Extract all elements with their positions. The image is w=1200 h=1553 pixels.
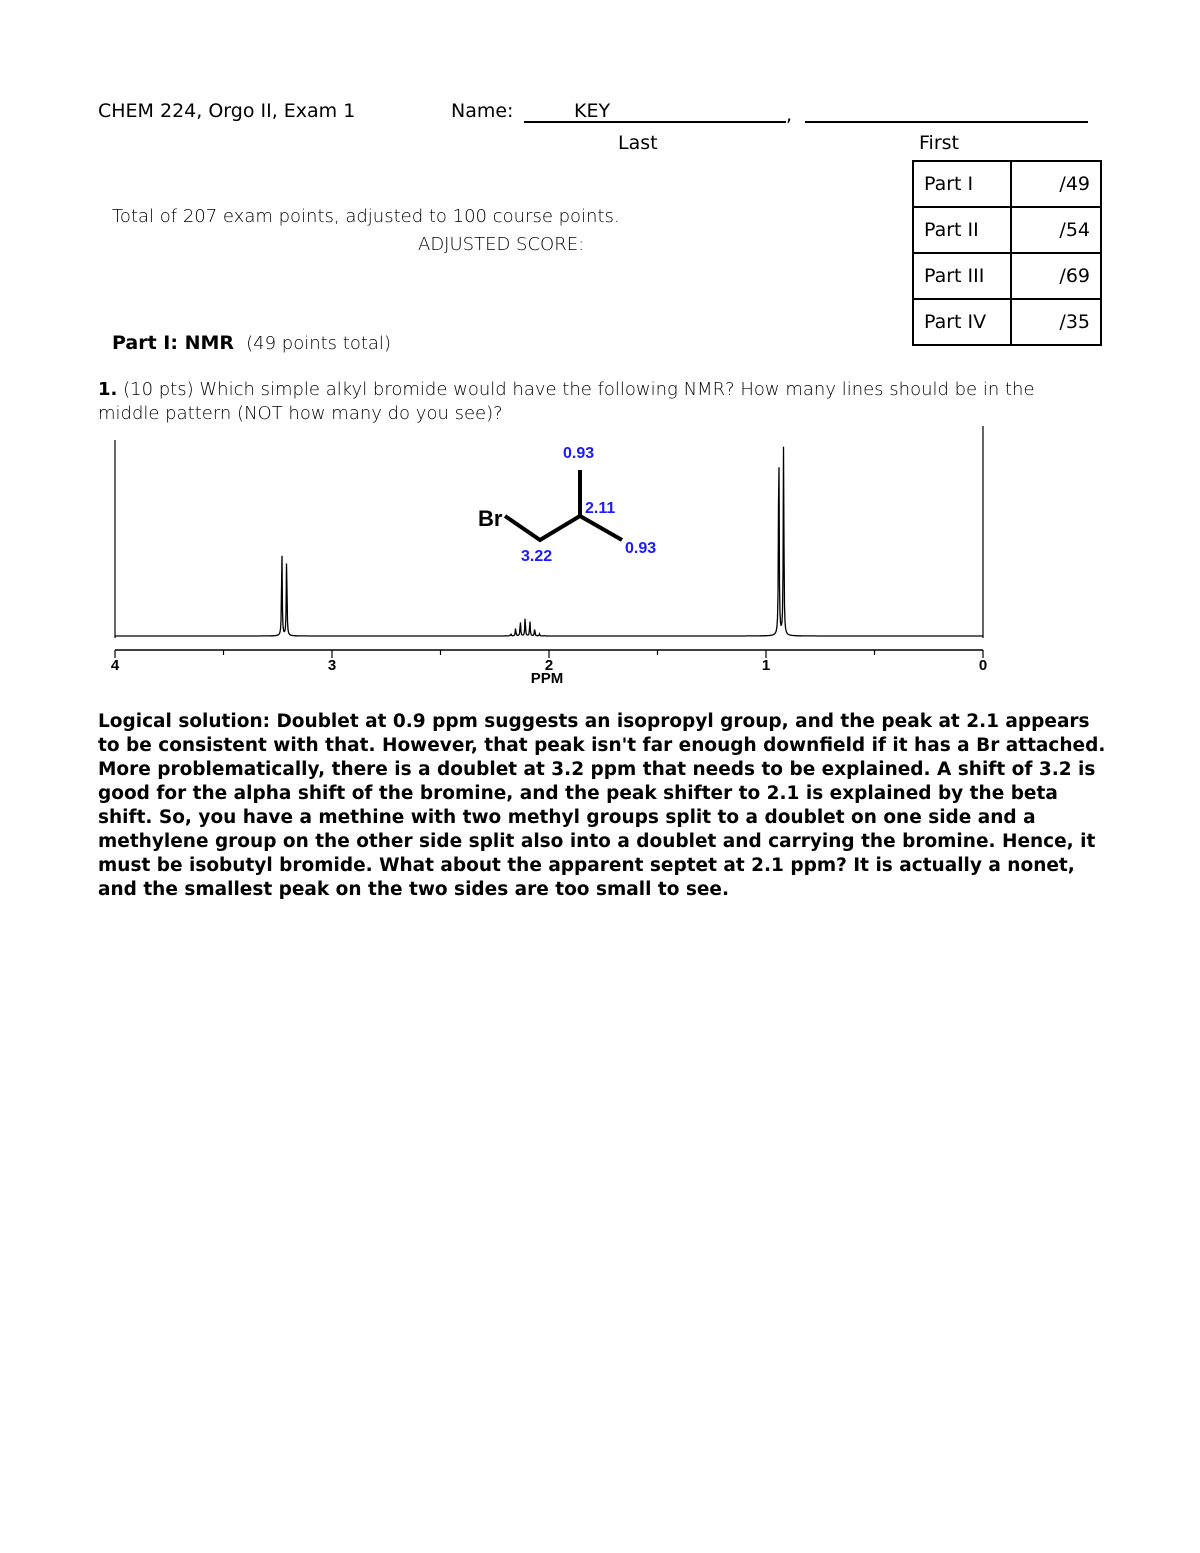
part-points: /54 [1011, 207, 1101, 253]
question-number: 1. [98, 379, 118, 400]
shift-label-ch: 2.11 [585, 500, 616, 517]
part-label: Part II [913, 207, 1011, 253]
part-points: /49 [1011, 161, 1101, 207]
question-text: (10 pts) Which simple alkyl bromide would have the following NMR? How many lines should be in the middle pattern (NOT how many do you see)? [98, 379, 1035, 424]
part-label: Part III [913, 253, 1011, 299]
shift-label-ch2: 3.22 [521, 548, 553, 565]
section-title: Part I: NMR [112, 332, 235, 354]
name-label: Name: [451, 100, 514, 122]
methyl-bond [580, 516, 622, 540]
x-tick-label: 0 [978, 657, 988, 674]
adjusted-score-label: ADJUSTED SCORE: [418, 234, 585, 255]
x-tick-label: 4 [110, 657, 120, 674]
bromine-atom: Br [478, 506, 503, 531]
x-tick-label: 1 [761, 657, 771, 674]
course-title: CHEM 224, Orgo II, Exam 1 [98, 100, 356, 122]
part-label: Part IV [913, 299, 1011, 345]
shift-label-ch3-right: 0.93 [625, 540, 657, 557]
last-label: Last [618, 132, 658, 154]
x-tick-label: 3 [327, 657, 337, 674]
part-points: /69 [1011, 253, 1101, 299]
part-label: Part I [913, 161, 1011, 207]
spectrum-trace [115, 447, 983, 636]
isobutyl-bromide-structure [478, 445, 656, 565]
part-points: /35 [1011, 299, 1101, 345]
name-value: KEY [574, 100, 611, 122]
x-tick-label: 2 [544, 657, 554, 674]
nmr-spectrum [0, 0, 1200, 700]
logical-solution: Logical solution: Doublet at 0.9 ppm suggests an isopropyl group, and the peak at 2.1 appears to be consistent with that. However, that peak isn't far enough downfield if it has a Br attached. More problematically, there is a doublet at 3.2 ppm that needs to be explained. A shift of 3.2 is good for the alpha shift of the bromine, and the peak shifter to 2.1 is explained by the beta shift. So, you have a methine with two methyl groups split to a doublet on one side and a methylene group on the other side split also into a doublet and carrying the bromine. Hence, it must be isobutyl bromide. What about the apparent septet at 2.1 ppm? It is actually a nonet, and the smallest peak on the two sides are too small to see. [98, 711, 1106, 900]
x-axis-label: PPM [530, 670, 564, 687]
name-comma: , [786, 104, 793, 126]
first-label: First [919, 132, 959, 154]
total-points-note: Total of 207 exam points, adjusted to 100 course points. [112, 206, 620, 227]
shift-label-ch3-top: 0.93 [563, 445, 595, 462]
section-points: (49 points total) [246, 333, 391, 354]
carbon-skeleton [505, 470, 580, 540]
